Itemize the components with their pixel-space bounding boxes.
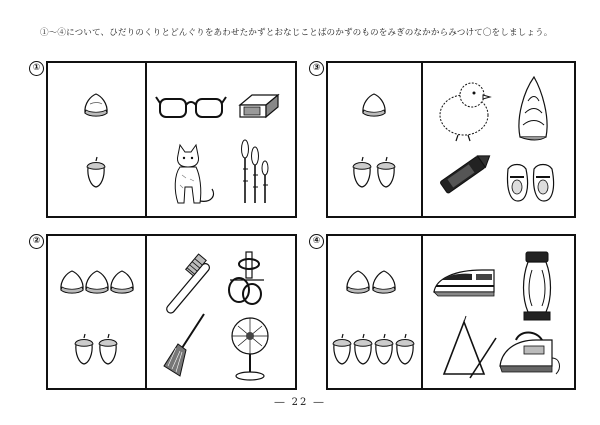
glasses-icon xyxy=(156,97,226,117)
acorn-icon xyxy=(353,157,371,187)
chestnut-icon xyxy=(373,271,395,293)
broom-icon xyxy=(164,314,204,376)
horsetail-icon xyxy=(242,140,269,203)
fan-icon xyxy=(232,318,268,380)
question-number-3: ③ xyxy=(309,61,324,76)
question-number-4: ④ xyxy=(309,234,324,249)
crayon-icon xyxy=(440,150,494,194)
chestnut-icon xyxy=(85,94,107,116)
bamboo-shoot-icon xyxy=(519,77,547,140)
chestnut-icon xyxy=(111,271,133,293)
chestnut-icon xyxy=(61,271,83,293)
lantern-icon xyxy=(524,252,551,320)
acorn-icon xyxy=(377,157,395,187)
acorn-icon xyxy=(333,334,351,364)
question-panel-4 xyxy=(326,234,576,390)
acorn-icon xyxy=(375,334,393,364)
acorn-icon xyxy=(75,334,93,364)
iron-icon xyxy=(500,333,559,375)
ring-toss-icon xyxy=(229,252,264,304)
chestnut-icon xyxy=(363,94,385,116)
chick-icon xyxy=(440,83,490,141)
triangle-instrument-icon xyxy=(444,316,496,378)
instruction-text: ①～④について、ひだりのくりとどんぐりをあわせたかずとおなじことばのかずのものをみぎのなかからみつけて〇をしましょう。 xyxy=(40,28,553,38)
acorn-icon xyxy=(87,157,105,187)
question-number-1: ① xyxy=(29,61,44,76)
chestnut-icon xyxy=(347,271,369,293)
bullet-train-icon xyxy=(434,270,494,296)
question-panel-3 xyxy=(326,61,576,218)
page-number: ― 22 ― xyxy=(274,397,326,408)
question-panel-1 xyxy=(46,61,297,218)
acorn-icon xyxy=(396,334,414,364)
eraser-icon xyxy=(240,95,278,117)
acorn-icon xyxy=(354,334,372,364)
toothbrush-icon xyxy=(157,254,212,315)
acorn-icon xyxy=(99,334,117,364)
chestnut-icon xyxy=(86,271,108,293)
question-panel-2 xyxy=(46,234,297,390)
question-number-2: ② xyxy=(29,234,44,249)
cat-icon xyxy=(175,145,213,203)
shoes-icon xyxy=(507,165,553,202)
